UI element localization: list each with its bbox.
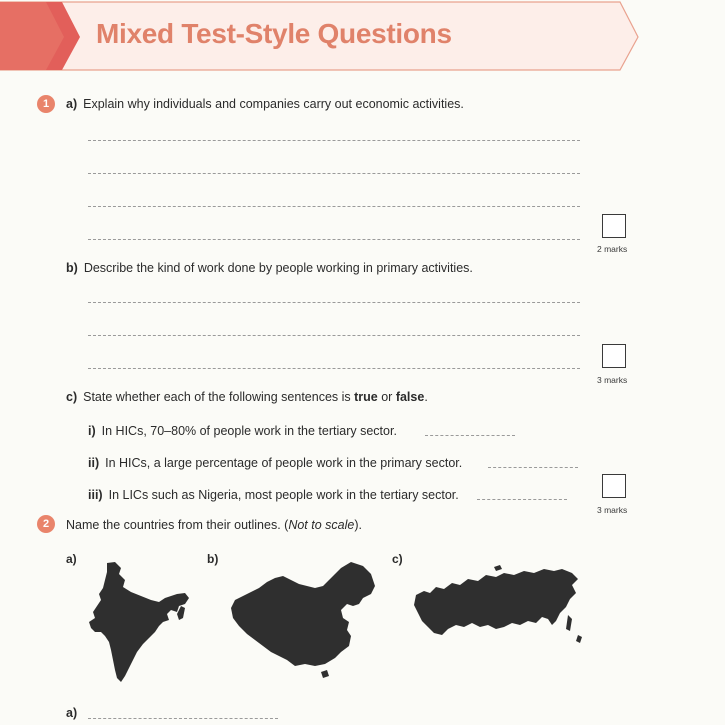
q2-map-b-label: b) <box>207 552 219 566</box>
q1a-prompt <box>66 97 464 111</box>
q1c-item-2-text: In HICs, a large percentage of people work in the primary sector. <box>105 456 463 470</box>
q1c-item-2 <box>88 456 462 470</box>
q1c-text-after: . <box>424 390 428 404</box>
q1a-answer-line-4[interactable] <box>88 239 580 240</box>
page-title: Mixed Test-Style Questions <box>96 18 452 49</box>
q1c-item-3-label: iii) <box>88 488 103 502</box>
q1b-answer-line-2[interactable] <box>88 335 580 336</box>
q2-map-a-label: a) <box>66 552 77 566</box>
q1b-text: Describe the kind of work done by people working in primary activities. <box>83 261 473 275</box>
q1c-item-3-answer-line[interactable] <box>477 499 567 500</box>
q1c-item-1-label: i) <box>88 424 96 438</box>
q1c-item-1-answer-line[interactable] <box>425 435 515 436</box>
q2-text-before: Name the countries from their outlines. ( <box>66 518 289 532</box>
q1b-marks-label: 3 marks <box>597 375 628 385</box>
q1c-item-3-text: In LICs such as Nigeria, most people work in the tertiary sector. <box>108 488 459 502</box>
q2-answer-a-label: a) <box>66 706 78 720</box>
q1b-mark-box[interactable] <box>602 344 626 368</box>
q1c-false-word: false <box>395 390 425 404</box>
q1c-or-word: or <box>377 390 396 404</box>
q1b-prompt <box>66 261 473 275</box>
q1c-marks-label: 3 marks <box>597 505 628 515</box>
q1a-label: a) <box>66 97 78 111</box>
q1c-item-3 <box>88 488 459 502</box>
q2-answer-a-line[interactable] <box>88 718 278 719</box>
china-outline-map <box>225 560 385 682</box>
q2-note: Not to scale <box>288 518 355 532</box>
q1c-item-1-text: In HICs, 70–80% of people work in the tertiary sector. <box>101 424 397 438</box>
q1c-text-before: State whether each of the following sentences is <box>83 390 355 404</box>
q1a-answer-line-3[interactable] <box>88 206 580 207</box>
question-2-number: 2 <box>37 515 55 533</box>
q1c-item-2-label: ii) <box>88 456 100 470</box>
q1c-true-word: true <box>354 390 378 404</box>
q2-map-c-label: c) <box>392 552 403 566</box>
q2-text-after: ). <box>354 518 362 532</box>
question-1-number: 1 <box>37 95 55 113</box>
q1c-label: c) <box>66 390 78 404</box>
q1a-answer-line-1[interactable] <box>88 140 580 141</box>
q1c-item-1 <box>88 424 397 438</box>
q1a-text: Explain why individuals and companies carry out economic activities. <box>83 97 464 111</box>
q1c-prompt <box>66 390 428 404</box>
q1a-mark-box[interactable] <box>602 214 626 238</box>
q1c-mark-box[interactable] <box>602 474 626 498</box>
q1b-label: b) <box>66 261 78 275</box>
q1b-answer-line-1[interactable] <box>88 302 580 303</box>
q1c-item-2-answer-line[interactable] <box>488 467 578 468</box>
q1b-answer-line-3[interactable] <box>88 368 580 369</box>
q1a-answer-line-2[interactable] <box>88 173 580 174</box>
q1a-marks-label: 2 marks <box>597 244 628 254</box>
q2-prompt <box>66 518 362 532</box>
india-outline-map <box>85 560 197 685</box>
russia-outline-map <box>412 565 587 647</box>
